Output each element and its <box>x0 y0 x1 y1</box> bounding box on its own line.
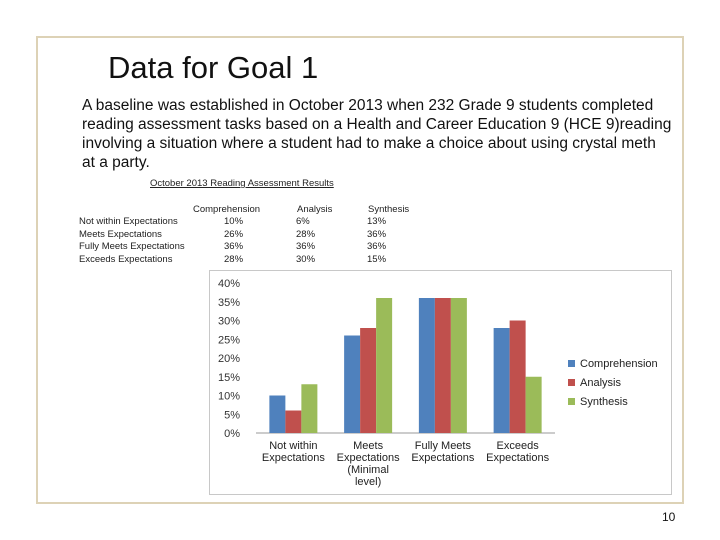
y-tick-label: 15% <box>217 371 240 384</box>
bar-analysis <box>510 321 526 434</box>
x-category-label: Not within <box>269 440 318 452</box>
table-cell: 13% <box>367 216 387 227</box>
legend-label: Analysis <box>580 377 621 389</box>
x-category-label: level) <box>354 476 382 488</box>
y-tick-label: 40% <box>217 278 240 290</box>
bar-synthesis <box>451 298 467 433</box>
bar-analysis <box>360 328 376 433</box>
x-category-label: Expectations <box>486 452 550 464</box>
page-number: 10 <box>662 510 676 524</box>
table-row-label: Exceeds Expectations <box>79 254 173 265</box>
table-cell: 15% <box>367 254 387 265</box>
y-tick-label: 5% <box>224 409 240 422</box>
table-header-analysis: Analysis <box>297 204 333 215</box>
legend-label: Synthesis <box>580 396 628 408</box>
slide-title: Data for Goal 1 <box>108 50 319 85</box>
table-cell: 36% <box>224 241 244 252</box>
bar-comprehension <box>419 298 435 433</box>
y-tick-label: 0% <box>224 428 240 440</box>
bar-comprehension <box>344 336 360 434</box>
table-cell: 26% <box>224 229 244 240</box>
table-row-label: Not within Expectations <box>79 216 178 227</box>
y-tick-label: 10% <box>217 390 240 403</box>
legend-swatch <box>568 398 575 405</box>
y-tick-label: 35% <box>217 296 240 309</box>
y-tick-label: 30% <box>217 315 240 328</box>
table-row-label: Fully Meets Expectations <box>79 241 185 252</box>
table-cell: 28% <box>224 254 244 265</box>
bar-comprehension <box>494 328 510 433</box>
x-category-label: Expectations <box>261 452 325 464</box>
table-cell: 6% <box>296 216 310 227</box>
bar-synthesis <box>526 377 542 433</box>
table-cell: 36% <box>367 241 387 252</box>
table-row-label: Meets Expectations <box>79 229 162 240</box>
legend-swatch <box>568 360 575 367</box>
bar-synthesis <box>376 298 392 433</box>
intro-paragraph: A baseline was established in October 2013 when 232 Grade 9 students completed reading assessment tasks based on a Health and Career Education 9 (HCE 9)reading involving a situation where a student had to make a choice about using crystal meth at a party. <box>82 97 672 171</box>
y-tick-label: 20% <box>217 353 240 365</box>
x-category-label: Exceeds <box>496 440 539 452</box>
x-category-label: Expectations <box>411 452 475 464</box>
table-header-comprehension: Comprehension <box>193 204 261 215</box>
table-cell: 30% <box>296 254 316 265</box>
bar-chart <box>209 270 672 495</box>
x-category-label: Meets <box>353 440 384 452</box>
table-title: October 2013 Reading Assessment Results <box>150 178 334 189</box>
x-category-label: Expectations <box>336 452 400 464</box>
table-cell: 10% <box>224 216 244 227</box>
bar-analysis <box>285 411 301 434</box>
table-header-synthesis: Synthesis <box>368 204 410 215</box>
y-tick-label: 25% <box>217 334 240 347</box>
legend-swatch <box>568 379 575 386</box>
bar-comprehension <box>269 396 285 434</box>
x-category-label: (Minimal <box>347 464 389 476</box>
bar-analysis <box>435 298 451 433</box>
x-category-label: Fully Meets <box>414 440 471 452</box>
chart-svg <box>210 271 671 494</box>
table-cell: 36% <box>296 241 316 252</box>
legend-label: Comprehension <box>580 358 658 370</box>
table-cell: 36% <box>367 229 387 240</box>
bar-synthesis <box>301 384 317 433</box>
table-cell: 28% <box>296 229 316 240</box>
